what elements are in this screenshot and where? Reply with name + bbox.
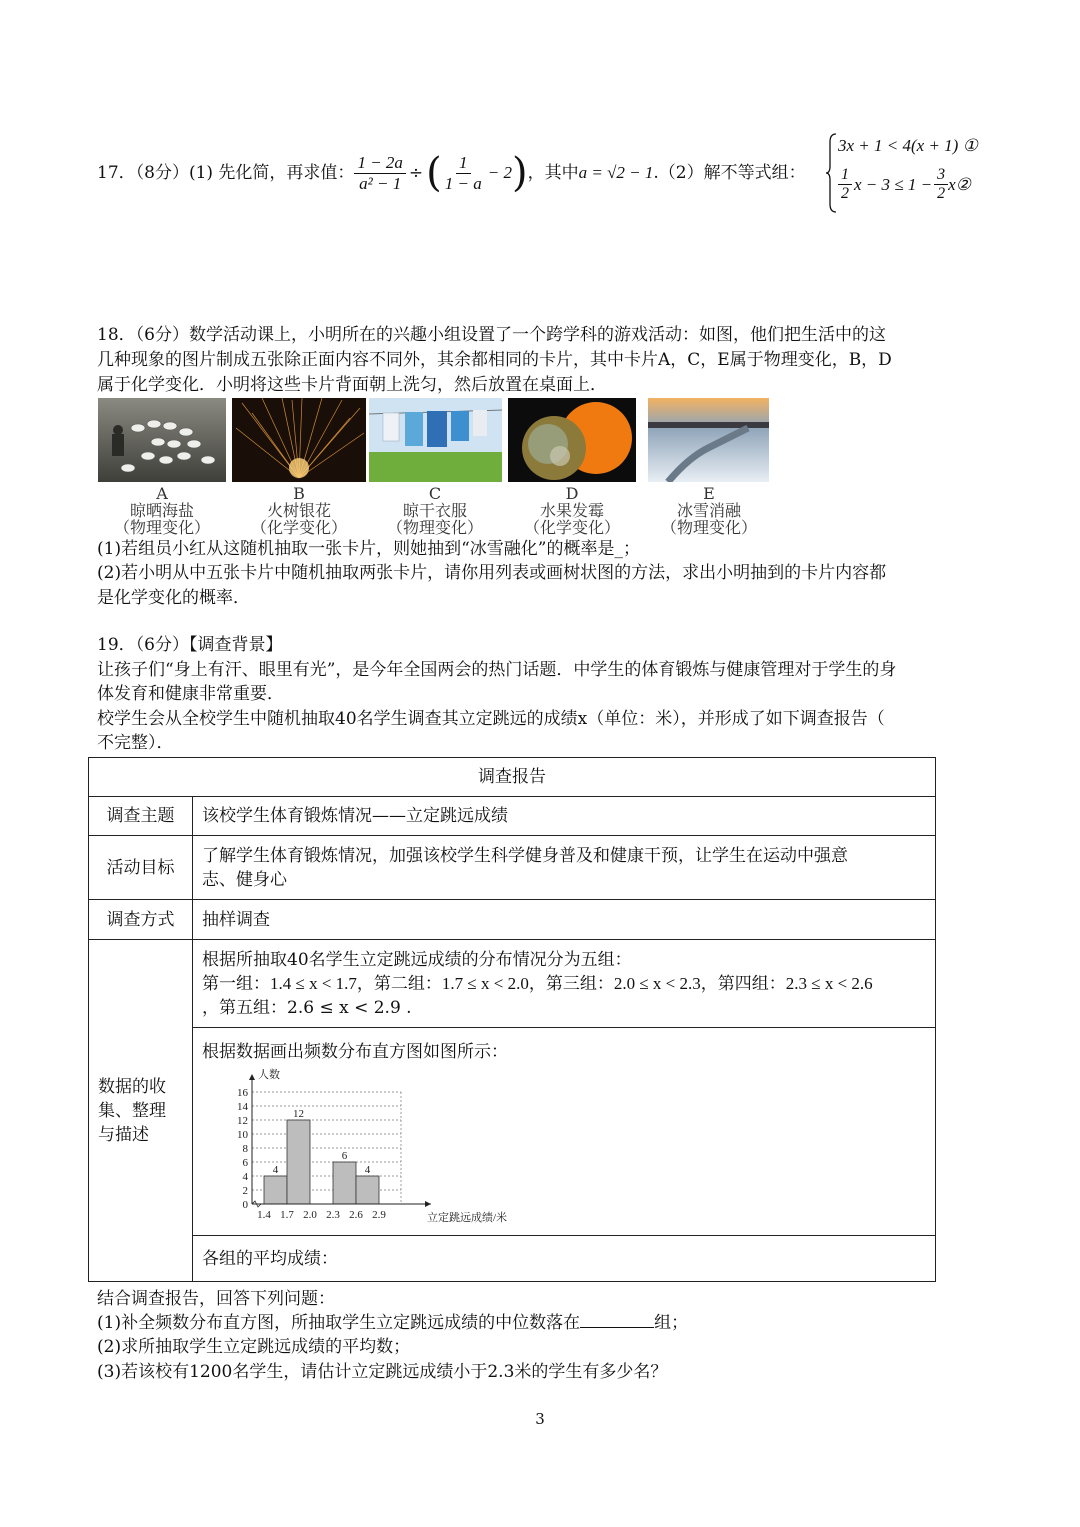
card-d-type: （化学变化） bbox=[523, 518, 620, 537]
y-tick-label: 2 bbox=[242, 1185, 248, 1197]
card-d-photo bbox=[508, 398, 636, 482]
x-tick-label: 1.7 bbox=[280, 1209, 294, 1221]
y-tick-label: 0 bbox=[242, 1199, 248, 1211]
histogram-bar bbox=[333, 1162, 356, 1204]
q17-ineq2-d2: 2 bbox=[937, 185, 946, 202]
q17-a-value: a = √2 − 1 bbox=[578, 163, 654, 182]
hist-caption: 根据数据画出频数分布直方图如图所示： bbox=[202, 1042, 508, 1062]
x-axis-label: 立定跳远成绩/米 bbox=[427, 1212, 508, 1224]
q19-q1-a: (1)补全频数分布直方图，所抽取学生立定跳远成绩的中位数落在 bbox=[97, 1313, 581, 1333]
q17-ineq2-mid: x − 3 ≤ 1 − bbox=[854, 174, 933, 194]
histogram-bar bbox=[264, 1176, 287, 1204]
card-c-letter: C bbox=[428, 484, 442, 503]
card-a-type: （物理变化） bbox=[113, 518, 210, 537]
card-c-photo bbox=[369, 398, 502, 482]
card-c-type: （物理变化） bbox=[386, 518, 483, 537]
y-tick-label: 14 bbox=[237, 1101, 248, 1113]
card-d-letter: D bbox=[565, 484, 579, 503]
q17-fraction-1 bbox=[354, 153, 405, 194]
x-tick-label: 2.0 bbox=[303, 1209, 317, 1221]
report-r3-label: 调查方式 bbox=[89, 900, 193, 940]
report-title: 调查报告 bbox=[89, 758, 936, 797]
y-tick-label: 12 bbox=[237, 1115, 248, 1127]
card-c-name: 晾干衣服 bbox=[402, 501, 467, 520]
q17-frac2-num: 1 bbox=[456, 153, 471, 174]
q19-q1 bbox=[97, 1311, 688, 1335]
report-table bbox=[88, 757, 936, 1282]
q19-q3: (3)若该校有1200名学生，请估计立定跳远成绩小于2.3米的学生有多少名？ bbox=[97, 1362, 668, 1382]
q17-ineq2-d1: 2 bbox=[841, 185, 849, 202]
q18-sub-2a: (2)若小明从中五张卡片中随机抽取两张卡片，请你用列表或画树状图的方法，求出小明抽到的卡片内容都 bbox=[97, 563, 887, 583]
card-a-photo bbox=[98, 398, 226, 482]
card-e-photo bbox=[648, 398, 769, 482]
bar-value-label: 4 bbox=[364, 1164, 371, 1176]
brace-icon bbox=[826, 132, 838, 214]
q17-frac1-den: a² − 1 bbox=[359, 173, 402, 193]
card-d-label bbox=[507, 485, 637, 536]
y-tick-label: 16 bbox=[237, 1087, 248, 1099]
y-tick-label: 8 bbox=[242, 1143, 248, 1155]
x-tick-label: 2.6 bbox=[349, 1209, 363, 1221]
report-r2-value-a: 了解学生体育锻炼情况，加强该校学生科学健身普及和健康干预，让学生在运动中强意 bbox=[202, 845, 848, 866]
bar-value-label: 12 bbox=[293, 1108, 304, 1120]
q18-line-3: 属于化学变化．小明将这些卡片背面朝上洗匀，然后放置在桌面上． bbox=[97, 375, 607, 395]
report-groups-a: 根据所抽取40名学生立定跳远成绩的分布情况分为五组： bbox=[202, 949, 632, 970]
histogram-bar bbox=[287, 1120, 310, 1204]
report-r2-value-b: 志、健身心 bbox=[202, 869, 287, 890]
q17-frac2-den: 1 − a bbox=[444, 173, 482, 193]
report-r3-value: 抽样调查 bbox=[193, 900, 936, 940]
histogram-chart bbox=[202, 1068, 522, 1228]
report-r2-value bbox=[193, 836, 936, 900]
q17-inequality-system bbox=[826, 132, 986, 214]
report-r4-label-c: 与描述 bbox=[98, 1124, 149, 1145]
card-a-label bbox=[97, 485, 227, 536]
q17-minus2: − 2 bbox=[487, 163, 512, 182]
x-tick-label: 2.3 bbox=[326, 1209, 340, 1221]
card-b-type: （化学变化） bbox=[250, 518, 347, 537]
histogram-bar bbox=[356, 1176, 379, 1204]
q19-bg-4: 不完整）． bbox=[97, 733, 174, 753]
bar-value-label: 6 bbox=[341, 1150, 348, 1162]
q19-q2: (2)求所抽取学生立定跳远成绩的平均数； bbox=[97, 1337, 411, 1357]
q17-frac1-num: 1 − 2a bbox=[354, 153, 405, 174]
page-number: 3 bbox=[535, 1410, 545, 1428]
report-groups-c: ，第五组：2.6 ≤ x < 2.9 . bbox=[202, 997, 412, 1018]
card-e-letter: E bbox=[703, 484, 715, 503]
y-tick-label: 4 bbox=[242, 1171, 248, 1183]
q17-line bbox=[97, 148, 806, 198]
report-r4-label-a: 数据的收 bbox=[98, 1076, 166, 1097]
report-avg: 各组的平均成绩： bbox=[193, 1236, 936, 1282]
card-e-label bbox=[644, 485, 774, 536]
q18-line-2: 几种现象的图片制成五张除正面内容不同外，其余都相同的卡片，其中卡片A，C，E属于物理变化，B，D bbox=[97, 350, 892, 370]
q17-ineq-1: 3x + 1 < 4(x + 1) ① bbox=[838, 136, 978, 155]
y-tick-label: 6 bbox=[242, 1157, 248, 1169]
y-axis-label: 人数 bbox=[258, 1069, 280, 1081]
q17-right-paren: ) bbox=[512, 150, 528, 196]
q19-bg-3: 校学生会从全校学生中随机抽取40名学生调查其立定跳远的成绩x（单位：米），并形成了如下调查报告（ bbox=[97, 709, 885, 729]
card-e-name: 冰雪消融 bbox=[676, 501, 741, 520]
card-e-type: （物理变化） bbox=[660, 518, 757, 537]
card-b-name: 火树银花 bbox=[266, 501, 331, 520]
bar-value-label: 4 bbox=[272, 1164, 279, 1176]
report-r4-label-b: 集、整理 bbox=[98, 1100, 166, 1121]
x-tick-label: 2.9 bbox=[372, 1209, 386, 1221]
report-groups-b: 第一组：1.4 ≤ x < 1.7，第二组：1.7 ≤ x < 2.0，第三组：2.0 ≤ x < 2.3，第四组：2.3 ≤ x < 2.6 bbox=[202, 973, 873, 993]
report-r4-label bbox=[89, 940, 193, 1282]
q17-ineq2-n2: 3 bbox=[934, 166, 948, 185]
report-r1-label: 调查主题 bbox=[89, 797, 193, 836]
card-a-letter: A bbox=[156, 484, 168, 503]
q17-left-paren: ( bbox=[426, 150, 442, 196]
q19-bg-1: 让孩子们“身上有汗、眼里有光”，是今年全国两会的热门话题．中学生的体育锻炼与健康管理对于学生的身 bbox=[97, 660, 897, 680]
q17-part2: .（2）解不等式组： bbox=[653, 163, 806, 183]
q19-q1-b: 组； bbox=[654, 1313, 689, 1333]
q17-div-sign: ÷ bbox=[408, 163, 424, 183]
q17-prefix: 17．（8分）(1) 先化简，再求值： bbox=[97, 163, 355, 183]
y-tick-label: 10 bbox=[237, 1129, 248, 1141]
card-b-label bbox=[234, 485, 364, 536]
q19-intro: 结合调查报告，回答下列问题： bbox=[97, 1289, 335, 1309]
q18-sub-1: (1)若组员小红从这随机抽取一张卡片，则她抽到“冰雪融化”的概率是_； bbox=[97, 539, 640, 559]
q18-line-1: 18．（6分）数学活动课上，小明所在的兴趣小组设置了一个跨学科的游戏活动：如图，他们把生活中的这 bbox=[97, 325, 886, 345]
y-axis-arrow-icon bbox=[249, 1074, 255, 1080]
q17-fraction-2 bbox=[442, 153, 485, 194]
q19-q1-blank bbox=[580, 1311, 654, 1328]
q17-ineq2-end: x② bbox=[948, 174, 971, 194]
q17-ineq2-n1: 1 bbox=[838, 166, 852, 185]
card-a-name: 晾晒海盐 bbox=[129, 501, 194, 520]
q19-bg-2: 体发育和健康非常重要． bbox=[97, 684, 284, 704]
card-b-letter: B bbox=[293, 484, 305, 503]
card-d-name: 水果发霉 bbox=[539, 501, 604, 520]
q17-ineq-2 bbox=[838, 166, 971, 203]
card-c-label bbox=[370, 485, 500, 536]
report-r1-value: 该校学生体育锻炼情况——立定跳远成绩 bbox=[193, 797, 936, 836]
card-b-photo bbox=[232, 398, 366, 482]
q19-head: 19．（6分）【调查背景】 bbox=[97, 635, 283, 655]
q18-sub-2b: 是化学变化的概率． bbox=[97, 588, 250, 608]
q17-where: ，其中 bbox=[527, 163, 579, 183]
report-groups bbox=[193, 940, 936, 1028]
x-tick-label: 1.4 bbox=[257, 1209, 271, 1221]
report-histogram-cell bbox=[193, 1028, 936, 1236]
report-r2-label: 活动目标 bbox=[89, 836, 193, 900]
x-axis-arrow-icon bbox=[425, 1201, 431, 1207]
